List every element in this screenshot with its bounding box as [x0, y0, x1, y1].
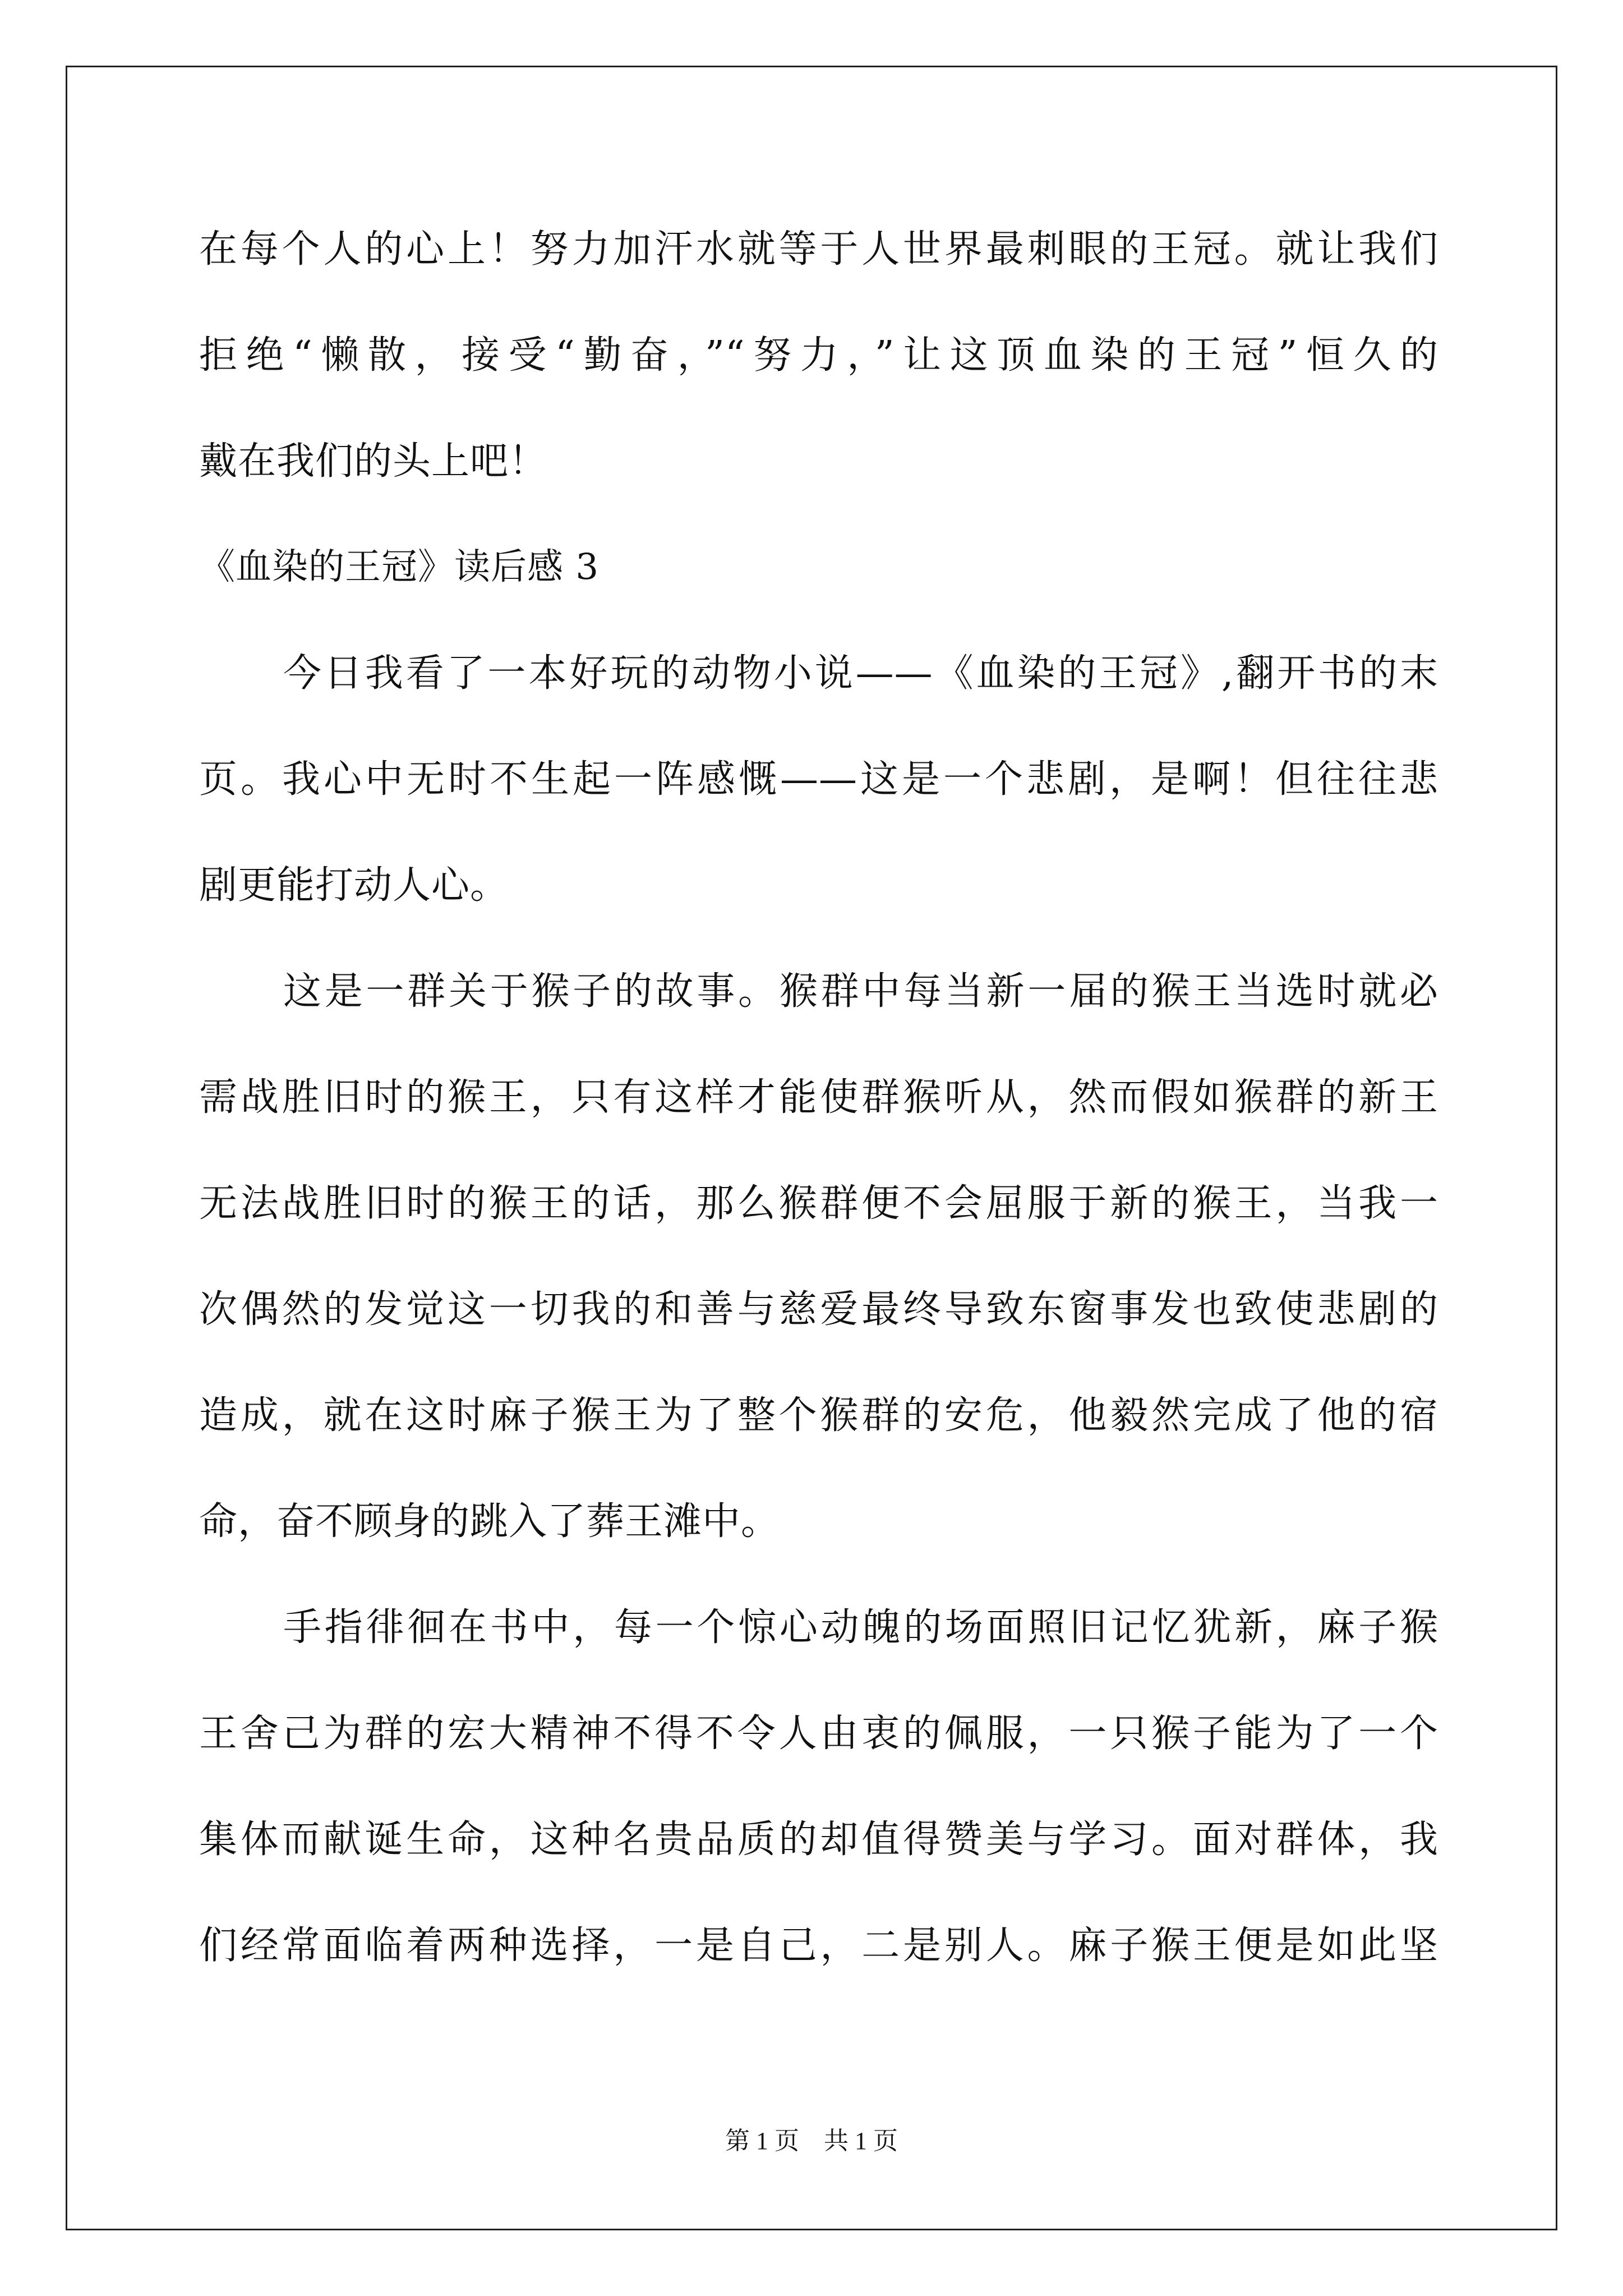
text-line: 造成，就在这时麻子猴王为了整个猴群的安危，他毅然完成了他的宿 [199, 1393, 1438, 1438]
text-line: 这是一群关于猴子的故事。猴群中每当新一届的猴王当选时就必 [283, 969, 1438, 1014]
text-line: 剧更能打动人心。 [199, 863, 509, 908]
text-line: 手指徘徊在书中，每一个惊心动魄的场面照旧记忆犹新，麻子猴 [283, 1605, 1438, 1650]
text-line: 在每个人的心上！努力加汗水就等于人世界最刺眼的王冠。就让我们 [199, 227, 1438, 272]
text-line: 需战胜旧时的猴王，只有这样才能使群猴听从，然而假如猴群的新王 [199, 1075, 1438, 1120]
paragraph [199, 938, 1438, 1575]
paragraph [199, 1575, 1438, 1999]
paragraph [199, 620, 1438, 938]
text-line: 王舍己为群的宏大精神不得不令人由衷的佩服，一只猴子能为了一个 [199, 1711, 1438, 1756]
text-line: 们经常面临着两种选择，一是自己，二是别人。麻子猴王便是如此坚 [199, 1924, 1438, 1968]
section-heading: 《血染的王冠》读后感 3 [199, 546, 600, 588]
text-line: 页。我心中无时不生起一阵感慨——这是一个悲剧，是啊！但往往悲 [199, 757, 1438, 802]
text-line: 戴在我们的头上吧！ [199, 439, 548, 484]
text-line: 无法战胜旧时的猴王的话，那么猴群便不会屈服于新的猴王，当我一 [199, 1181, 1438, 1226]
text-line: 命，奋不顾身的跳入了葬王滩中。 [199, 1499, 780, 1544]
text-line: 次偶然的发觉这一切我的和善与慈爱最终导致东窗事发也致使悲剧的 [199, 1287, 1438, 1332]
text-line: 集体而献诞生命，这种名贵品质的却值得赞美与学习。面对群体，我 [199, 1818, 1438, 1862]
text-line: 拒绝“懒散，接受“勤奋，”“努力，”让这顶血染的王冠”恒久的 [199, 333, 1438, 378]
page-footer: 第 1 页 共 1 页 [725, 2127, 898, 2155]
document-body [199, 196, 1438, 1999]
text-line: 今日我看了一本好玩的动物小说——《血染的王冠》,翻开书的末 [283, 651, 1438, 696]
paragraph [199, 196, 1438, 514]
